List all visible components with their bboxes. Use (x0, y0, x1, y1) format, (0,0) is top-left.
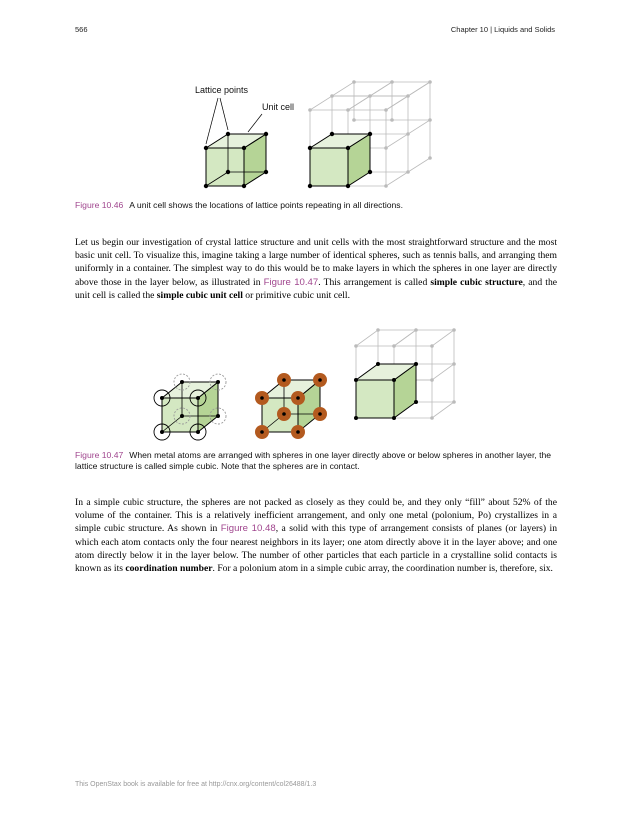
caption-number: Figure 10.46 (75, 200, 124, 210)
text-run: , a solid with this type of arrangement consists of planes (or layers) in which each atom contacts only the four nearest neighbors in its layer; one atom directly above it in the layer above; and one atom directly below it in the layer below. The number of other particles that each particle in a crystalline solid contacts is known as its (75, 523, 558, 575)
figure-10-47-caption (75, 450, 555, 472)
caption-text: A unit cell shows the locations of lattice points repeating in all directions. (129, 200, 403, 210)
page-footer: This OpenStax book is available for free at http://cnx.org/content/col26488/1.3 (75, 781, 317, 788)
text-run: . For a polonium atom in a simple cubic array, the coordination number is, therefore, six. (212, 563, 553, 575)
label-lattice-points: Lattice points (195, 85, 249, 95)
figure-10-46 (190, 74, 450, 198)
paragraph-1 (75, 236, 557, 302)
simple-cubic-metal-atoms (255, 373, 327, 439)
page-number: 566 (75, 25, 88, 34)
paragraph-2 (75, 496, 557, 575)
text-run: In a simple cubic structure, the spheres are not packed as closely as they could be, and they only “fill” about 52% of the volume of the container. This is a relatively inefficient arrangement, and only one metal (polonium, Po) crystallizes in a simple cubic structure. As shown in (75, 497, 557, 535)
figure-10-47-link[interactable]: Figure 10.47 (263, 276, 319, 288)
text-run: Let us begin our investigation of crystal lattice structure and unit cells with the most straightforward structure and the most basic unit cell. To visualize this, imagine taking a large number of identical spheres, such as tennis balls, and arranging them uniformly in a container. The simplest way to do this would be to make layers in which the spheres in one layer are directly above those in the layer below, as illustrated in (75, 237, 557, 288)
term-simple-cubic-unit-cell: simple cubic unit cell (156, 289, 243, 301)
term-simple-cubic-structure: simple cubic structure (430, 276, 523, 288)
simple-cubic-sphere-outlines (154, 374, 226, 440)
unit-cell-cube (204, 132, 268, 188)
caption-number: Figure 10.47 (75, 450, 124, 460)
figure-10-47 (148, 322, 488, 448)
figure-10-46-caption (75, 200, 555, 211)
text-run: . This arrangement is called (318, 276, 431, 288)
text-run: , and the unit cell is called the (75, 276, 557, 301)
term-coordination-number: coordination number (125, 563, 213, 575)
figure-10-48-link[interactable]: Figure 10.48 (220, 523, 276, 535)
simple-cubic-lattice (354, 328, 456, 420)
chapter-title: Chapter 10 | Liquids and Solids (450, 25, 555, 34)
text-run: or primitive cubic unit cell. (242, 289, 350, 301)
caption-text: When metal atoms are arranged with spheres in one layer directly above or below spheres in another layer, the lattice structure is called simple cubic. Note that the spheres are in contact. (75, 450, 552, 471)
highlighted-unit-cell (308, 132, 372, 188)
label-unit-cell: Unit cell (262, 102, 295, 112)
